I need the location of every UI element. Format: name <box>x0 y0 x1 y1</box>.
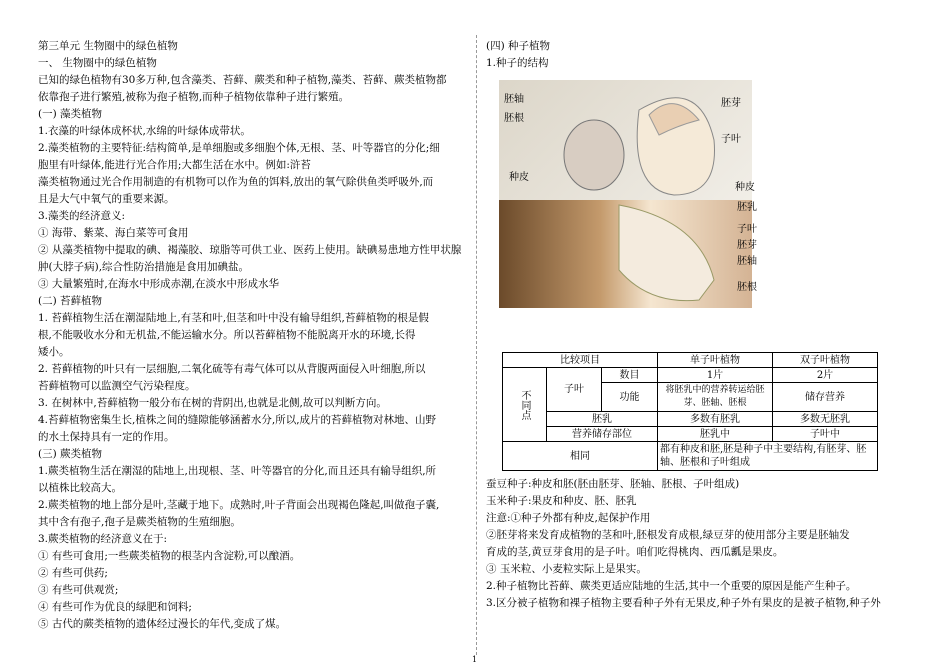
table-cell: 胚乳 <box>547 412 658 427</box>
text-line: 育成的茎,黄豆芽食用的是子叶。咱们吃得桃肉、西瓜瓤是果皮。 <box>486 546 784 558</box>
bean-seed-illustration <box>499 80 752 200</box>
table-cell: 储存营养 <box>773 383 878 412</box>
table-cell: 将胚乳中的营养转运给胚芽、胚轴、胚根 <box>658 383 773 412</box>
text-line: ③ 有些可供观赏; <box>38 584 119 596</box>
right-column <box>486 38 914 72</box>
text-line: 根,不能吸收水分和无机盐,不能运输水分。所以苔藓植物不能脱离开水的环境,长得 <box>38 329 416 341</box>
corn-seed-illustration <box>499 200 752 308</box>
column-divider <box>476 35 477 655</box>
table-cell: 2片 <box>773 368 878 383</box>
table-cell: 功能 <box>602 383 658 412</box>
label-cotyledon: 子叶 <box>737 224 757 235</box>
text-line: ② 有些可供药; <box>38 567 108 579</box>
section-heading: (四) 种子植物 <box>486 40 551 52</box>
table-cell: 多数无胚乳 <box>773 412 878 427</box>
text-line: ① 海带、紫菜、海白菜等可食用 <box>38 227 189 239</box>
table-header: 单子叶植物 <box>658 353 773 368</box>
table-cell: 多数有胚乳 <box>658 412 773 427</box>
label-endosperm: 胚乳 <box>737 202 757 213</box>
right-notes <box>486 476 914 612</box>
table-cell: 子叶中 <box>773 427 878 442</box>
table-cell: 数目 <box>602 368 658 383</box>
text-line: (一) 藻类植物 <box>38 108 103 120</box>
text-line: ②胚芽将来发育成植物的茎和叶,胚根发育成根,绿豆芽的使用部分主要是胚轴发 <box>486 529 850 541</box>
text-line: 第三单元 生物圈中的绿色植物 <box>38 40 178 52</box>
text-line: 1.衣藻的叶绿体成杯状,水绵的叶绿体成带状。 <box>38 125 251 137</box>
text-line: ② 从藻类植物中提取的碘、褐藻胶、琼脂等可供工业、医药上使用。缺碘易患地方性甲状腺 <box>38 244 462 256</box>
text-line: 2. 苔藓植物的叶只有一层细胞,二氧化硫等有毒气体可以从背腹两面侵入叶细胞,所以 <box>38 363 426 375</box>
text-line: 1.蕨类植物生活在潮湿的陆地上,出现根、茎、叶等器官的分化,而且还具有输导组织,所 <box>38 465 437 477</box>
table-cell: 子叶 <box>547 368 602 412</box>
text-line: 3.区分被子植物和裸子植物主要看种子外有无果皮,种子外有果皮的是被子植物,种子外 <box>486 597 881 609</box>
text-line: 4.苔藓植物密集生长,植株之间的缝隙能够涵蓄水分,所以,成片的苔藓植物对林地、山野 <box>38 414 437 426</box>
text-line: 3.藻类的经济意义: <box>38 210 126 222</box>
table-cell: 相同 <box>503 442 658 471</box>
text-line: 苔藓植物可以监测空气污染程度。 <box>38 380 196 392</box>
label-plumule: 胚芽 <box>721 98 741 109</box>
table-cell: 都有种皮和胚,胚是种子中主要结构,有胚芽、胚轴、胚根和子叶组成 <box>658 442 878 471</box>
text-line: ③ 大量繁殖时,在海水中形成赤潮,在淡水中形成水华 <box>38 278 280 290</box>
text-line: 玉米种子:果皮和种皮、胚、胚乳 <box>486 495 637 507</box>
text-line: 蚕豆种子:种皮和胚(胚由胚芽、胚轴、胚根、子叶组成) <box>486 478 740 490</box>
text-line: 藻类植物通过光合作用制造的有机物可以作为鱼的饵料,放出的氧气除供鱼类呼吸外,而 <box>38 176 434 188</box>
label-seed-coat: 种皮 <box>509 172 529 183</box>
text-line: (三) 蕨类植物 <box>38 448 103 460</box>
subsection-heading: 1.种子的结构 <box>486 57 549 69</box>
text-line: 1. 苔藓植物生活在潮湿陆地上,有茎和叶,但茎和叶中没有输导组织,苔藓植物的根是假 <box>38 312 429 324</box>
text-line: 矮小。 <box>38 346 70 358</box>
text-line: 其中含有孢子,孢子是蕨类植物的生殖细胞。 <box>38 516 241 528</box>
seed-diagram-bean <box>499 80 752 200</box>
text-line: 的水土保持具有一定的作用。 <box>38 431 175 443</box>
label-embryo-axis: 胚轴 <box>737 256 757 267</box>
text-line: 胞里有叶绿体,能进行光合作用;大都生活在水中。例如:浒苔 <box>38 159 311 171</box>
text-line: 2.藻类植物的主要特征:结构简单,是单细胞或多细胞个体,无根、茎、叶等器官的分化;细 <box>38 142 440 154</box>
text-line: ④ 有些可作为优良的绿肥和饲料; <box>38 601 192 613</box>
label-radicle: 胚根 <box>504 113 524 124</box>
label-seed-coat: 种皮 <box>735 182 755 193</box>
left-column <box>38 38 470 633</box>
label-radicle: 胚根 <box>737 282 757 293</box>
text-line: 且是大气中氧气的重要来源。 <box>38 193 175 205</box>
text-line: (二) 苔藓植物 <box>38 295 103 307</box>
table-header: 双子叶植物 <box>773 353 878 368</box>
label-embryo-axis: 胚轴 <box>504 94 524 105</box>
text-line: 依靠孢子进行繁殖,被称为孢子植物,而种子植物依靠种子进行繁殖。 <box>38 91 350 103</box>
table-cell: 1片 <box>658 368 773 383</box>
table-header: 比较项目 <box>503 353 658 368</box>
text-line: 2.蕨类植物的地上部分是叶,茎藏于地下。成熟时,叶子背面会出现褐色隆起,叫做孢子囊, <box>38 499 440 511</box>
text-line: ③ 玉米粒、小麦粒实际上是果实。 <box>486 563 647 575</box>
page-number: 1 <box>472 655 478 664</box>
seed-diagram-corn <box>499 182 757 308</box>
label-cotyledon: 子叶 <box>721 134 741 145</box>
text-line: 以植株比较高大。 <box>38 482 122 494</box>
text-line: 3. 在树林中,苔藓植物一般分布在树的背阴出,也就是北侧,故可以判断方向。 <box>38 397 387 409</box>
text-line: 3.蕨类植物的经济意义在于: <box>38 533 168 545</box>
text-line: 2.种子植物比苔藓、蕨类更适应陆地的生活,其中一个重要的原因是能产生种子。 <box>486 580 857 592</box>
text-line: 一、 生物圈中的绿色植物 <box>38 57 157 69</box>
text-line: 注意:①种子外都有种皮,起保护作用 <box>486 512 651 524</box>
comparison-table <box>502 352 878 471</box>
text-line: 已知的绿色植物有30多万种,包含藻类、苔藓、蕨类和种子植物,藻类、苔藓、蕨类植物都 <box>38 74 447 86</box>
label-plumule: 胚芽 <box>737 240 757 251</box>
text-line: 肿(大脖子病),综合性防治措施是食用加碘盐。 <box>38 261 250 273</box>
text-line: ① 有些可食用;一些蕨类植物的根茎内含淀粉,可以酿酒。 <box>38 550 301 562</box>
table-cell: 不同点 <box>503 368 547 442</box>
text-line: ⑤ 古代的蕨类植物的遗体经过漫长的年代,变成了煤。 <box>38 618 287 630</box>
table-cell: 营养储存部位 <box>547 427 658 442</box>
table-cell: 胚乳中 <box>658 427 773 442</box>
